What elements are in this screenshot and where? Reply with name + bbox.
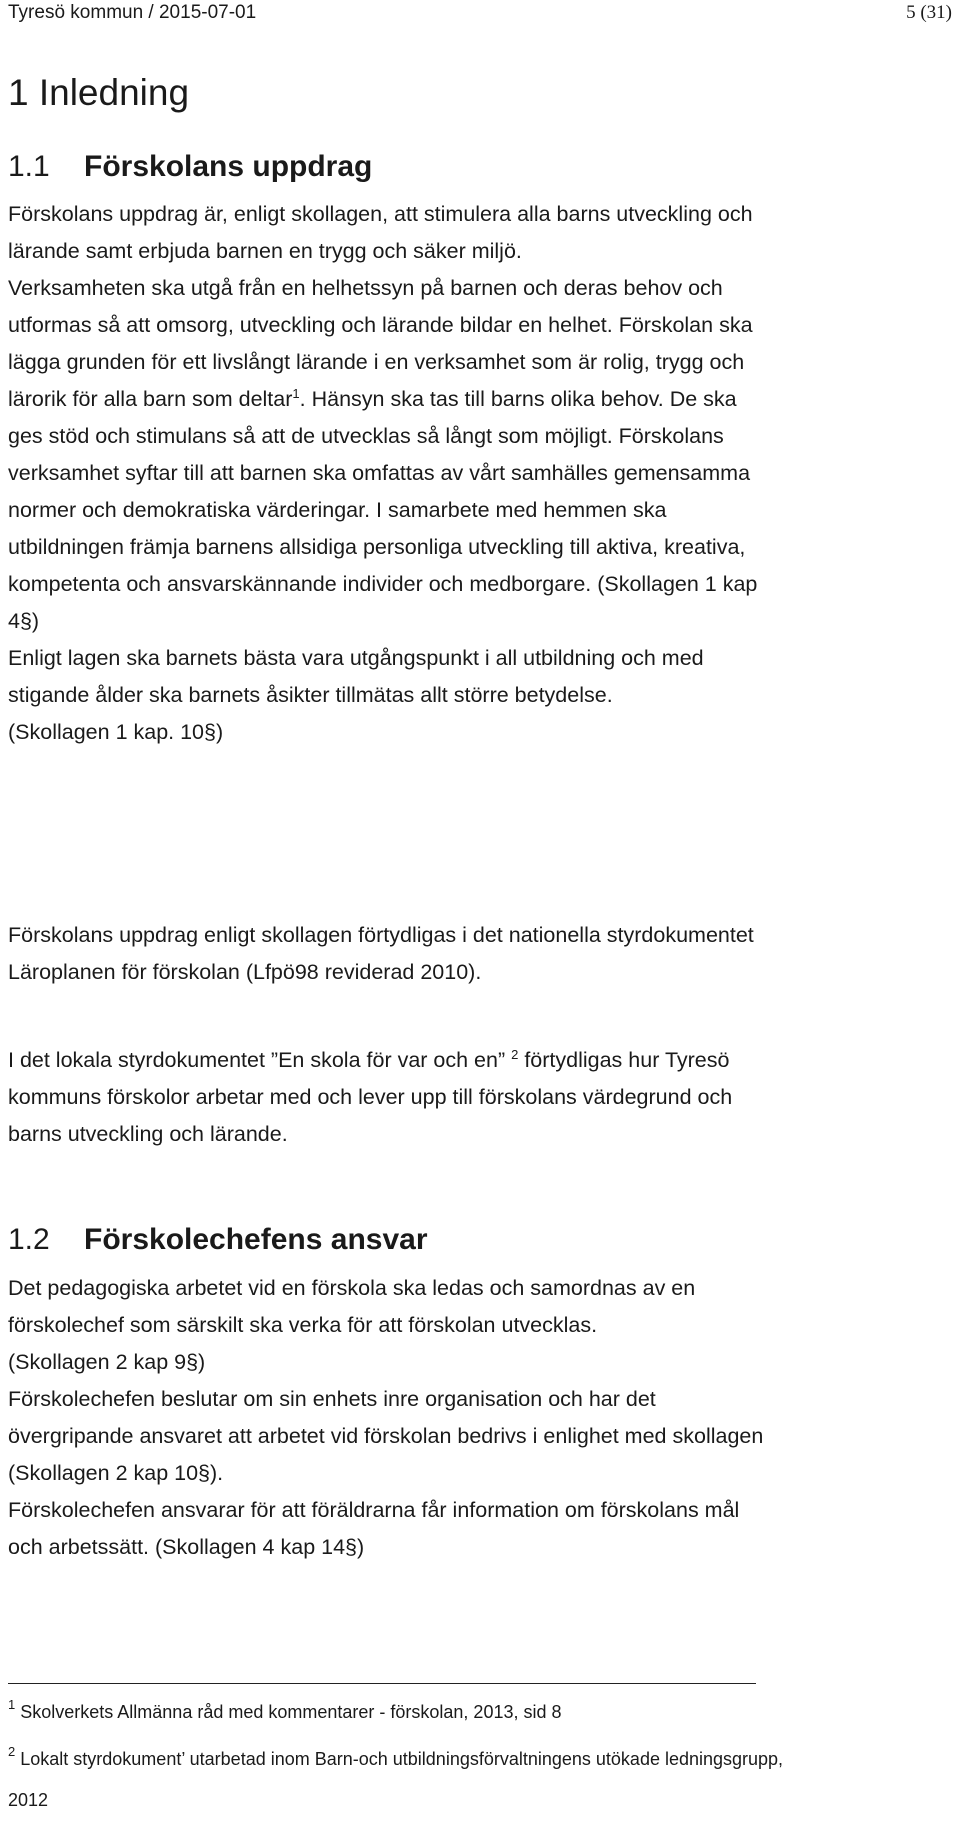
text-line: Läroplanen för förskolan (Lfpö98 reviderad 2010). bbox=[8, 960, 482, 984]
text-line: Förskolans uppdrag är, enligt skollagen, att stimulera alla barns utveckling och bbox=[8, 202, 753, 226]
footnote-mark: 2 bbox=[8, 1744, 16, 1759]
text-fragment: I det lokala styrdokumentet ”En skola för var och en” bbox=[8, 1048, 512, 1072]
page-number: 5 (31) bbox=[906, 2, 952, 23]
footnote-1 bbox=[8, 1697, 562, 1723]
section-title: Förskolechefens ansvar bbox=[84, 1223, 428, 1256]
text-line: utbildningen främja barnens allsidiga personliga utveckling till aktiva, kreativa, bbox=[8, 535, 746, 559]
text-line: Verksamheten ska utgå från en helhetssyn på barnen och deras behov och bbox=[8, 276, 723, 300]
text-line: verksamhet syftar till att barnen ska omfattas av vårt samhälles gemensamma bbox=[8, 461, 751, 485]
footnote-divider bbox=[8, 1683, 756, 1684]
section-number: 1.2 bbox=[8, 1223, 50, 1256]
text-line: (Skollagen 2 kap 9§) bbox=[8, 1350, 206, 1374]
footnote-2 bbox=[8, 1744, 784, 1770]
chapter-heading: 1 Inledning bbox=[8, 72, 190, 113]
text-line: förskolechef som särskilt ska verka för att förskolan utvecklas. bbox=[8, 1313, 598, 1337]
footnote-2-continued bbox=[8, 1790, 48, 1811]
paragraph-principal bbox=[8, 1270, 953, 1566]
footnote-ref-2: 2 bbox=[511, 1047, 519, 1062]
paragraph-mission bbox=[8, 196, 953, 751]
footnote-mark: 1 bbox=[8, 1697, 16, 1712]
text-line: Förskolechefen beslutar om sin enhets inre organisation och har det bbox=[8, 1387, 656, 1411]
footnote-text: Lokalt styrdokument’ utarbetad inom Barn-och utbildningsförvaltningens utökade ledningsgrupp, bbox=[20, 1749, 784, 1769]
text-line: utformas så att omsorg, utveckling och lärande bildar en helhet. Förskolan ska bbox=[8, 313, 753, 337]
section-heading-1-1 bbox=[8, 150, 372, 184]
text-line: (Skollagen 2 kap 10§). bbox=[8, 1461, 224, 1485]
text-line bbox=[8, 381, 953, 418]
text-line: normer och demokratiska värderingar. I samarbete med hemmen ska bbox=[8, 498, 667, 522]
text-line: (Skollagen 1 kap. 10§) bbox=[8, 720, 224, 744]
text-line: lärande samt erbjuda barnen en trygg och säker miljö. bbox=[8, 239, 522, 263]
text-line: kompetenta och ansvarskännande individer och medborgare. (Skollagen 1 kap bbox=[8, 572, 758, 596]
section-number: 1.1 bbox=[8, 150, 50, 183]
text-line: Förskolans uppdrag enligt skollagen förtydligas i det nationella styrdokumentet bbox=[8, 923, 754, 947]
paragraph-curriculum bbox=[8, 917, 953, 991]
text-line: Förskolechefen ansvarar för att föräldrarna får information om förskolans mål bbox=[8, 1498, 740, 1522]
text-line: Det pedagogiska arbetet vid en förskola ska ledas och samordnas av en bbox=[8, 1276, 696, 1300]
text-line: lägga grunden för ett livslångt lärande i en verksamhet som är rolig, trygg och bbox=[8, 350, 745, 374]
text-line bbox=[8, 1042, 953, 1079]
text-line: övergripande ansvaret att arbetet vid förskolan bedrivs i enlighet med skollagen bbox=[8, 1424, 764, 1448]
footnote-ref-1: 1 bbox=[292, 386, 300, 401]
text-line: stigande ålder ska barnets åsikter tillmätas allt större betydelse. bbox=[8, 683, 613, 707]
text-line: ges stöd och stimulans så att de utvecklas så långt som möjligt. Förskolans bbox=[8, 424, 724, 448]
text-fragment: lärorik för alla barn som deltar bbox=[8, 387, 293, 411]
text-fragment: förtydligas hur Tyresö bbox=[518, 1048, 730, 1072]
text-line: och arbetssätt. (Skollagen 4 kap 14§) bbox=[8, 1535, 365, 1559]
header-org-date: Tyresö kommun / 2015-07-01 bbox=[8, 2, 257, 23]
text-fragment: . Hänsyn ska tas till barns olika behov. De ska bbox=[299, 387, 737, 411]
section-title: Förskolans uppdrag bbox=[84, 150, 373, 183]
text-line: 4§) bbox=[8, 609, 40, 633]
paragraph-local-document bbox=[8, 1042, 953, 1153]
page-header bbox=[8, 2, 952, 26]
footnote-text: 2012 bbox=[8, 1790, 49, 1810]
text-line: kommuns förskolor arbetar med och lever upp till förskolans värdegrund och bbox=[8, 1085, 733, 1109]
text-line: Enligt lagen ska barnets bästa vara utgångspunkt i all utbildning och med bbox=[8, 646, 704, 670]
footnote-text: Skolverkets Allmänna råd med kommentarer - förskolan, 2013, sid 8 bbox=[20, 1702, 562, 1722]
text-line: barns utveckling och lärande. bbox=[8, 1122, 288, 1146]
section-heading-1-2 bbox=[8, 1223, 428, 1257]
